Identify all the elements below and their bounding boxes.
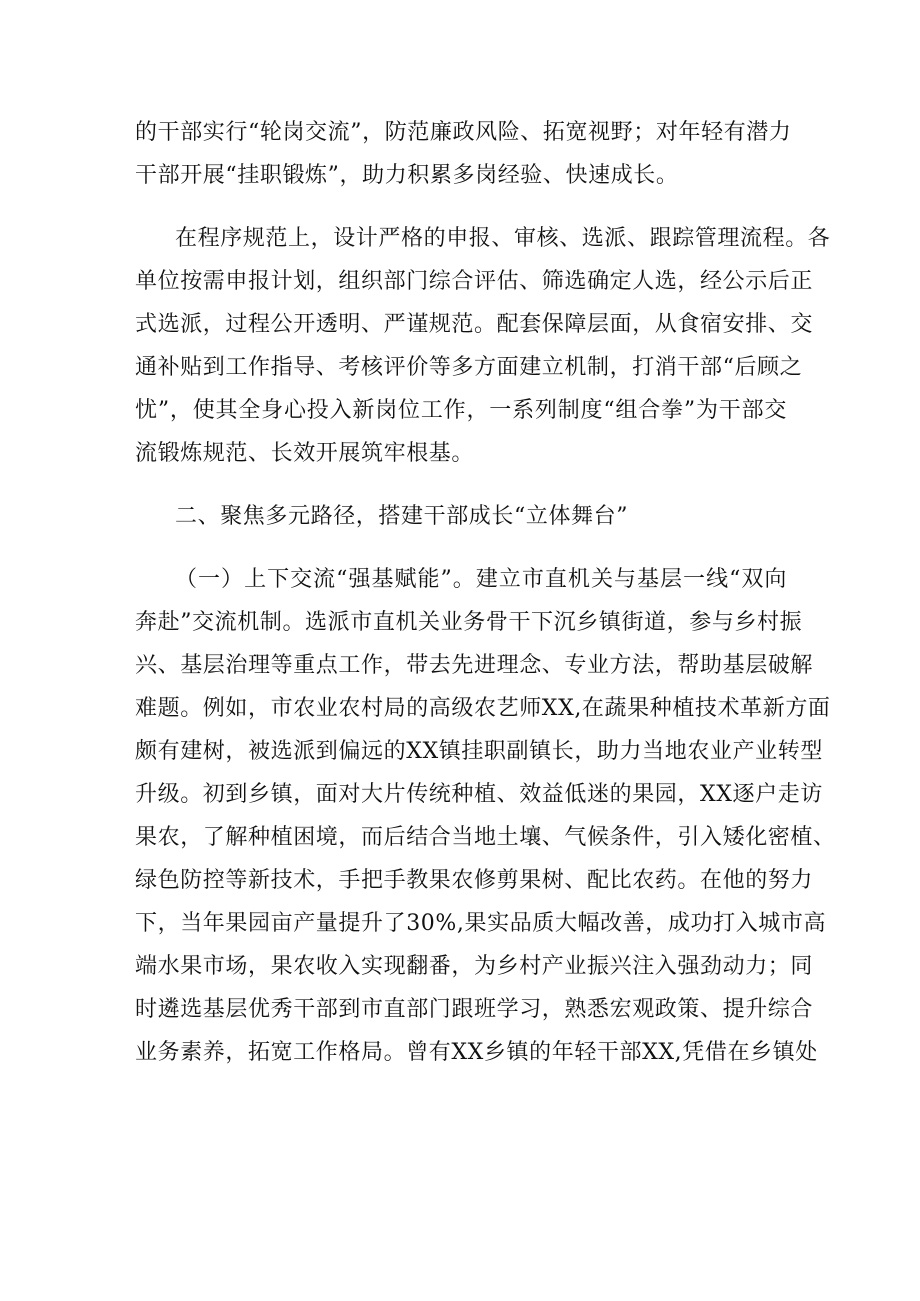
text-line: 单位按需申报计划，组织部门综合评估、筛选确定人选，经公示后正 [135, 269, 814, 294]
text-line: 果农，了解种植困境，而后结合当地土壤、气候条件，引入矮化密植、 [135, 825, 836, 850]
text-line: 流锻炼规范、长效开展筑牢根基。 [135, 441, 475, 466]
text-line: 奔赴”交流机制。选派市直机关业务骨干下沉乡镇街道，参与乡村振 [135, 610, 803, 635]
paragraph-continuation [135, 111, 792, 197]
text-line: 业务素养，拓宽工作格局。曾有XX乡镇的年轻干部XX,凭借在乡镇处 [135, 1040, 818, 1065]
text-line: （一）上下交流“强基赋能”。建立市直机关与基层一线“双向 [175, 567, 787, 592]
text-line: 下，当年果园亩产量提升了30%,果实品质大幅改善，成功打入城市高 [135, 911, 827, 936]
text-line: 式选派，过程公开透明、严谨规范。配套保障层面，从食宿安排、交 [135, 312, 814, 337]
section-heading [135, 495, 787, 538]
text-line: 的干部实行“轮岗交流”，防范廉政风险、拓宽视野；对年轻有潜力 [135, 120, 792, 145]
heading-text: 二、聚焦多元路径，搭建干部成长“立体舞台” [175, 504, 629, 529]
text-line: 颇有建树，被选派到偏远的XX镇挂职副镇长，助力当地农业产业转型 [135, 739, 823, 764]
text-line: 通补贴到工作指导、考核评价等多方面建立机制，打消干部“后顾之 [135, 355, 803, 380]
text-line: 干部开展“挂职锻炼”，助力积累多岗经验、快速成长。 [135, 163, 679, 188]
text-line: 难题。例如，市农业农村局的高级农艺师XX,在蔬果种植技术革新方面 [135, 696, 831, 721]
text-line: 忧”，使其全身心投入新岗位工作，一系列制度“组合拳”为干部交 [135, 398, 787, 423]
text-line: 时遴选基层优秀干部到市直部门跟班学习，熟悉宏观政策、提升综合 [135, 997, 814, 1022]
text-line: 兴、基层治理等重点工作，带去先进理念、专业方法，帮助基层破解 [135, 653, 814, 678]
paragraph-exchange [135, 558, 836, 1074]
text-line: 升级。初到乡镇，面对大片传统种植、效益低迷的果园，XX逐户走访 [135, 782, 823, 807]
text-line: 绿色防控等新技术，手把手教果农修剪果树、配比农药。在他的努力 [135, 868, 814, 893]
text-line: 端水果市场，果农收入实现翻番，为乡村产业振兴注入强劲动力；同 [135, 954, 814, 979]
paragraph-procedure [135, 217, 831, 475]
text-line: 在程序规范上，设计严格的申报、审核、选派、跟踪管理流程。各 [175, 226, 831, 251]
document-body [135, 111, 836, 1094]
